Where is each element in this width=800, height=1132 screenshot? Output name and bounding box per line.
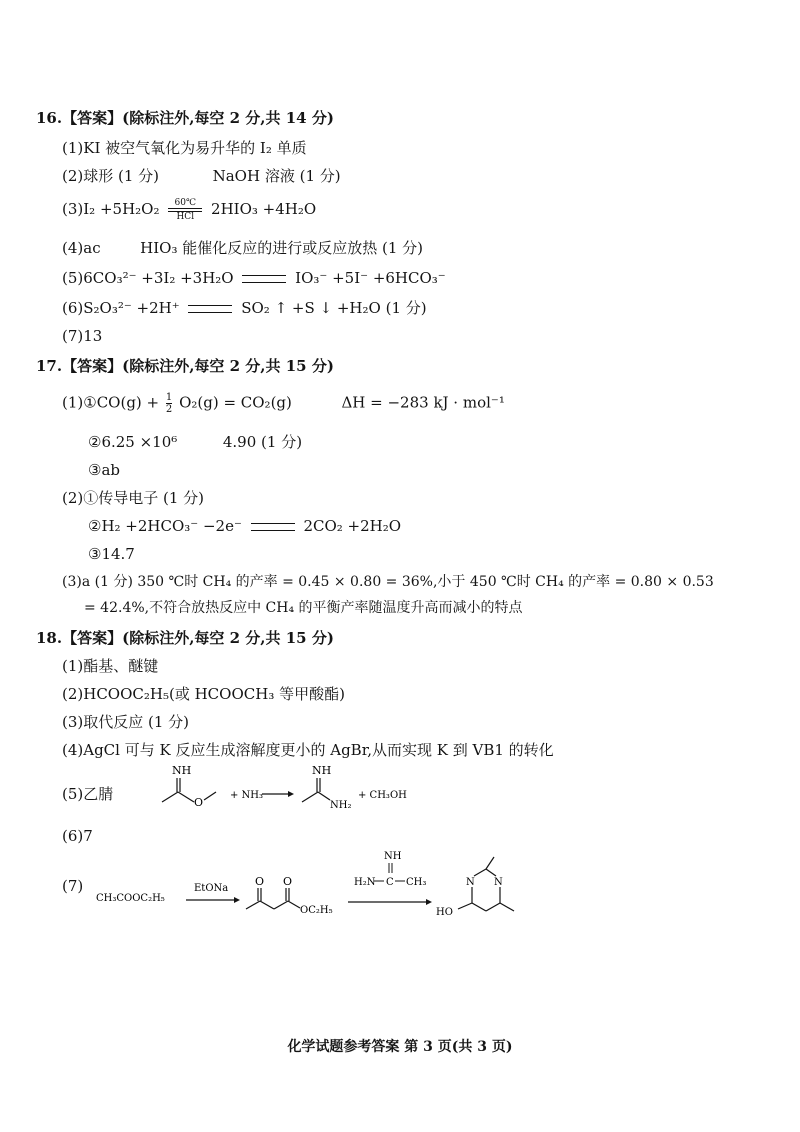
- q16-answer-3-suffix: 2HIO₃ +4H₂O: [211, 200, 317, 218]
- product-nh2-label: NH₂: [330, 800, 352, 811]
- q17-answer-1-1: [62, 392, 505, 415]
- page-footer: 化学试题参考答案 第 3 页(共 3 页): [287, 1039, 513, 1055]
- ester-oxygen: O: [283, 875, 293, 888]
- ethoxy-label: OC₂H₅: [300, 905, 333, 916]
- q17-answer-2-3: ③14.7: [88, 545, 135, 563]
- product-nh-label: NH: [312, 764, 332, 777]
- q17-answer-1-prefix: (1)①CO(g) +: [62, 393, 160, 412]
- reagent2-c: C: [386, 877, 394, 888]
- arrow-head: [234, 897, 240, 903]
- q18-answer-5-prefix: (5)乙腈: [62, 785, 114, 803]
- pyrimidine-n3: N: [494, 877, 503, 888]
- reagent-nh3: + NH₃: [230, 790, 264, 801]
- q16-answer-4: [62, 238, 423, 258]
- equals-sign: [188, 305, 232, 313]
- bond: [246, 901, 260, 909]
- bond: [178, 792, 194, 802]
- fraction-numerator: 1: [165, 392, 173, 403]
- q17-answer-2-2-right: 2CO₂ +2H₂O: [303, 517, 402, 535]
- oxygen-label: O: [194, 796, 204, 809]
- q17-answer-3-line2: = 42.4%,不符合放热反应中 CH₄ 的平衡产率随温度升高而减小的特点: [84, 600, 523, 616]
- pyrimidine-n1: N: [466, 877, 475, 888]
- q18-header: 18.【答案】(除标注外,每空 2 分,共 15 分): [36, 629, 334, 647]
- equals-sign: [242, 275, 286, 283]
- ring-bond: [472, 903, 486, 911]
- fraction-half: [166, 392, 172, 415]
- q16-answer-3-prefix: (3)I₂ +5H₂O₂: [62, 200, 160, 218]
- arrow-head: [426, 899, 432, 905]
- q17-answer-3-line1: (3)a (1 分) 350 ℃时 CH₄ 的产率 = 0.45 × 0.80 = 36%,小于 450 ℃时 CH₄ 的产率 = 0.80 × 0.53: [62, 574, 714, 590]
- q17-answer-2-1: (2)①传导电子 (1 分): [62, 489, 205, 507]
- q17-answer-1-2a: ②6.25 ×10⁶: [88, 433, 178, 451]
- q18-answer-1: (1)酯基、醚键: [62, 657, 159, 675]
- q16-answer-3: [62, 198, 316, 222]
- q16-answer-2-prefix: (2)球形 (1 分): [62, 167, 160, 185]
- q16-answer-5-left: (5)6CO₃²⁻ +3I₂ +3H₂O: [62, 269, 234, 287]
- q17-answer-1-dh: ΔH = −283 kJ · mol⁻¹: [341, 393, 505, 412]
- q16-answer-1: (1)KI 被空气氧化为易升华的 I₂ 单质: [62, 139, 307, 157]
- reagent-etona: EtONa: [194, 883, 229, 894]
- arrow-head: [288, 791, 294, 797]
- q16-answer-5: [62, 268, 446, 288]
- condition-top: 60℃: [174, 198, 197, 208]
- methyl-bond: [486, 857, 494, 869]
- ketone-oxygen: O: [255, 875, 265, 888]
- q16-answer-2: [62, 166, 341, 186]
- q16-answer-5-right: IO₃⁻ +5I⁻ +6HCO₃⁻: [295, 269, 446, 287]
- q18-answer-3: (3)取代反应 (1 分): [62, 713, 190, 731]
- bond: [274, 901, 288, 909]
- q16-header: 16.【答案】(除标注外,每空 2 分,共 14 分): [36, 109, 334, 127]
- q17-header: 17.【答案】(除标注外,每空 2 分,共 15 分): [36, 357, 334, 375]
- q16-answer-6-left: (6)S₂O₃²⁻ +2H⁺: [62, 299, 180, 317]
- equals-sign: [251, 523, 295, 531]
- q18-answer-7-prefix: (7): [62, 877, 84, 895]
- ring-bond: [486, 903, 500, 911]
- q17-answer-1-mid: O₂(g) = CO₂(g): [179, 393, 292, 412]
- reagent2-ch3: CH₃: [406, 877, 427, 888]
- bond: [260, 901, 274, 909]
- hydroxy-label: HO: [436, 907, 453, 918]
- ring-bond: [474, 869, 486, 876]
- fraction-denominator: 2: [165, 404, 173, 415]
- reagent2-nh: NH: [384, 851, 402, 862]
- q16-answer-2-suffix: NaOH 溶液 (1 分): [212, 167, 341, 185]
- q18-answer-7-scheme: [90, 845, 540, 925]
- ring-bond: [486, 869, 496, 876]
- hydroxy-bond: [458, 903, 472, 909]
- methyl-bond: [500, 903, 514, 911]
- starting-material-ethyl-acetate: CH₃COOC₂H₅: [96, 893, 165, 904]
- q18-answer-6: (6)7: [62, 827, 93, 845]
- q17-answer-2-2-left: ②H₂ +2HCO₃⁻ −2e⁻: [88, 517, 242, 535]
- q16-answer-6: [62, 298, 427, 318]
- q16-answer-4-suffix: HIO₃ 能催化反应的进行或反应放热 (1 分): [140, 239, 424, 257]
- bond: [302, 792, 318, 802]
- q17-answer-1-2b: 4.90 (1 分): [222, 433, 303, 451]
- bond: [162, 792, 178, 802]
- byproduct-ch3oh: + CH₃OH: [358, 790, 407, 801]
- bond: [288, 901, 300, 908]
- imine-nh-label: NH: [172, 764, 192, 777]
- q16-answer-7: (7)13: [62, 327, 103, 345]
- q18-answer-5-scheme: [150, 762, 430, 812]
- q18-answer-4: (4)AgCl 可与 K 反应生成溶解度更小的 AgBr,从而实现 K 到 VB1 的转化: [62, 741, 554, 759]
- q16-answer-6-right: SO₂ ↑ +S ↓ +H₂O (1 分): [241, 299, 427, 317]
- q17-answer-1-2: [88, 432, 302, 452]
- reaction-condition: [168, 198, 202, 222]
- reagent2-h2n: H₂N: [354, 877, 376, 888]
- q17-answer-2-2: [88, 516, 401, 536]
- condition-bottom: HCl: [176, 212, 195, 222]
- q16-answer-4-prefix: (4)ac: [62, 239, 101, 257]
- q18-answer-2: (2)HCOOC₂H₅(或 HCOOCH₃ 等甲酸酯): [62, 685, 345, 703]
- bond: [204, 792, 216, 800]
- q17-answer-1-3: ③ab: [88, 461, 120, 479]
- bond: [318, 792, 330, 800]
